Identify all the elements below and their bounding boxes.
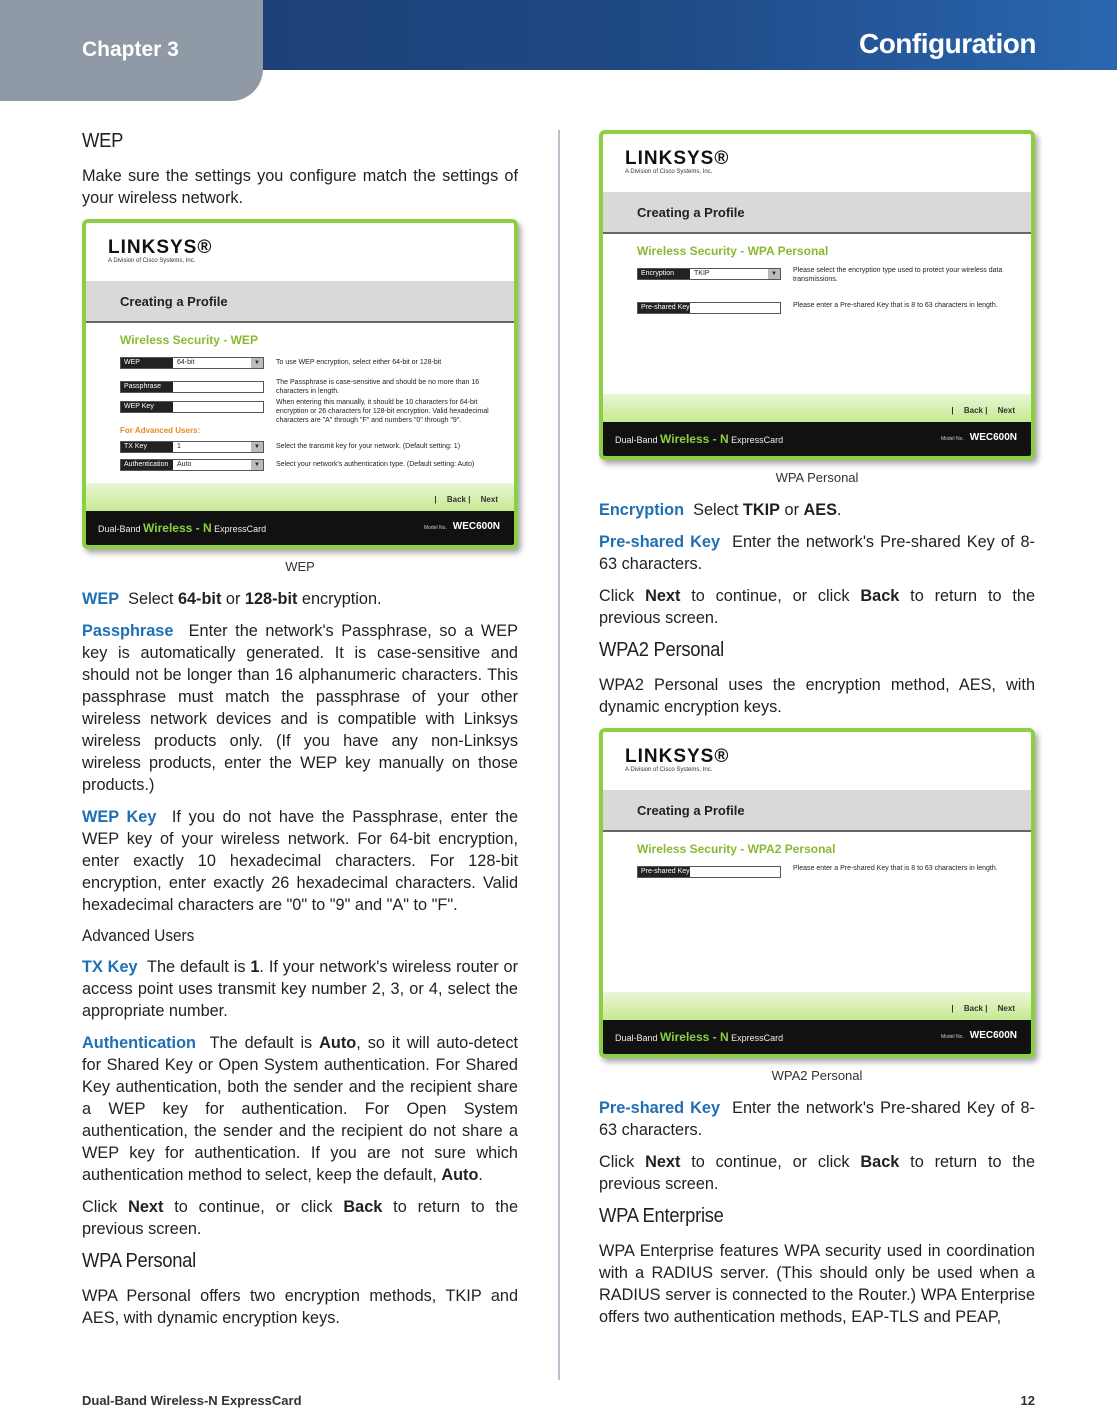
screen-desc: The Passphrase is case-sensitive and should be no more than 16 characters in length. bbox=[276, 379, 480, 395]
screen-desc: Please enter a Pre-shared Key that is 8 to 63 characters in length. bbox=[793, 865, 998, 872]
figure-caption: WPA2 Personal bbox=[771, 1068, 863, 1083]
screen-footer bbox=[603, 1020, 1031, 1054]
field-label: WEP bbox=[121, 358, 173, 368]
field-passphrase bbox=[120, 381, 264, 393]
screen-footer bbox=[86, 511, 514, 545]
intro-paragraph: Make sure the settings you configure match the settings of your wireless network. bbox=[82, 167, 518, 207]
screenshot-wep bbox=[82, 219, 518, 549]
model-number: Model No. WEC600N bbox=[940, 432, 1017, 443]
para-encryption: Encryption Select TKIP or AES. bbox=[599, 501, 842, 519]
heading-advanced-users: Advanced Users bbox=[82, 926, 195, 945]
next-button: Next bbox=[480, 495, 498, 504]
product-name: Dual-Band Wireless - N ExpressCard bbox=[615, 1030, 784, 1044]
para-pre-shared-key: Pre-shared Key Enter the network's Pre-shared Key of 8-63 characters. bbox=[599, 533, 1035, 573]
back-button: Back bbox=[446, 495, 466, 504]
logo-subtitle: A Division of Cisco Systems, Inc. bbox=[625, 169, 713, 175]
field-pre-shared-key bbox=[637, 866, 781, 878]
field-authentication bbox=[120, 459, 264, 471]
field-pre-shared-key bbox=[637, 302, 781, 314]
field-value: 64-bit bbox=[177, 359, 195, 366]
para-passphrase: Passphrase Enter the network's Passphrase, so a WEP key is automatically generated. It is case-sensitive and should not be longer than 16 alphanumeric characters. This passphrase must match the passphrase of your other wireless network devices and is compatible with Linksys wireless products only. (If you have any non-Linksys wireless products, enter the WEP key manually on those products.) bbox=[82, 622, 518, 794]
screen-title: Creating a Profile bbox=[120, 294, 228, 309]
heading-wpa2-personal: WPA2 Personal bbox=[599, 639, 724, 661]
field-label: Authentication bbox=[121, 460, 173, 470]
field-wep bbox=[120, 357, 264, 369]
field-label: WEP Key bbox=[121, 402, 173, 412]
screen-desc: Select your network's authentication type. (Default setting: Auto) bbox=[276, 461, 475, 468]
heading-wpa-enterprise: WPA Enterprise bbox=[599, 1205, 724, 1227]
product-name: Dual-Band Wireless - N ExpressCard bbox=[615, 432, 784, 446]
screenshot-wpa-personal bbox=[599, 130, 1035, 460]
next-button: Next bbox=[997, 1004, 1015, 1013]
dropdown-arrow-icon: ▼ bbox=[251, 460, 263, 470]
field-wep-key bbox=[120, 401, 264, 413]
heading-wep: WEP bbox=[82, 130, 124, 152]
dropdown-arrow-icon: ▼ bbox=[251, 442, 263, 452]
field-value: 1 bbox=[177, 443, 181, 450]
para-wep-key: WEP Key If you do not have the Passphrase, enter the WEP key of your wireless network. For 64-bit encryption, enter exactly 10 hexadecimal characters. For 128-bit encryption, enter exactly 26 hexadecimal characters. Valid hexadecimal characters are "0" to "9" and "A" to "F". bbox=[82, 808, 518, 914]
field-tx-key bbox=[120, 441, 264, 453]
screen-footer bbox=[603, 422, 1031, 456]
screen-desc: Select the transmit key for your network. (Default setting: 1) bbox=[276, 443, 461, 450]
linksys-logo: LINKSYS® bbox=[625, 148, 730, 169]
field-label: TX Key bbox=[121, 442, 173, 452]
para-authentication: Authentication The default is Auto, so it will auto-detect for Shared Key or Open System authentication. For Shared Key authentication, both the sender and the recipient share a WEP key for authentication. For Open System authentication, the sender and the recipient do not share a WEP key for authentication. If you are not sure which authentication method to select, keep the default, Auto. bbox=[82, 1034, 518, 1184]
advanced-users-label: For Advanced Users: bbox=[120, 426, 201, 435]
linksys-logo: LINKSYS® bbox=[625, 746, 730, 767]
screen-desc: Please select the encryption type used to protect your wireless data transmissions. bbox=[793, 267, 1003, 283]
logo-subtitle: A Division of Cisco Systems, Inc. bbox=[625, 767, 713, 773]
field-label: Passphrase bbox=[121, 382, 173, 392]
model-number: Model No. WEC600N bbox=[423, 521, 500, 532]
screen-section-title: Wireless Security - WPA2 Personal bbox=[637, 842, 836, 856]
footer-product: Dual-Band Wireless-N ExpressCard bbox=[82, 1393, 302, 1408]
page-number: 12 bbox=[1020, 1393, 1035, 1408]
screen-nav: | Back | Next bbox=[951, 1004, 1015, 1013]
para-pre-shared-key-2: Pre-shared Key Enter the network's Pre-shared Key of 8-63 characters. bbox=[599, 1099, 1035, 1139]
dropdown-arrow-icon: ▼ bbox=[768, 269, 780, 279]
figure-caption: WPA Personal bbox=[775, 470, 859, 485]
model-number: Model No. WEC600N bbox=[940, 1030, 1017, 1041]
screen-band bbox=[86, 281, 514, 323]
para-tx-key: TX Key The default is 1. If your network's wireless router or access point uses transmit key number 2, 3, or 4, select the appropriate number. bbox=[82, 958, 518, 1020]
header-bar bbox=[0, 0, 1117, 70]
screen-desc: To use WEP encryption, select either 64-bit or 128-bit bbox=[276, 359, 442, 366]
field-label: Pre-shared Key bbox=[638, 303, 690, 313]
heading-wpa-personal: WPA Personal bbox=[82, 1250, 196, 1272]
back-button: Back bbox=[963, 406, 983, 415]
para-wpa-enterprise: WPA Enterprise features WPA security used in coordination with a RADIUS server. (This should only be used when a RADIUS server is connected to the Router.) WPA Enterprise offers two authentication methods, EAP-TLS and PEAP, bbox=[599, 1242, 1035, 1326]
dropdown-arrow-icon: ▼ bbox=[251, 358, 263, 368]
screen-desc: Please enter a Pre-shared Key that is 8 to 63 characters in length. bbox=[793, 302, 998, 309]
screen-band bbox=[603, 192, 1031, 234]
column-divider bbox=[558, 130, 560, 1380]
product-name: Dual-Band Wireless - N ExpressCard bbox=[98, 521, 267, 535]
field-value: Auto bbox=[177, 461, 192, 468]
screen-desc: When entering this manually, it should be 10 characters for 64-bit encryption or 26 characters for 128-bit encryption. Valid hexadecimal characters are "A" through "F" and numbers "0" through "9". bbox=[276, 399, 489, 424]
para-wpa2-personal: WPA2 Personal uses the encryption method, AES, with dynamic encryption keys. bbox=[599, 676, 1035, 716]
back-button: Back bbox=[963, 1004, 983, 1013]
field-value: TKIP bbox=[694, 270, 710, 277]
para-click-next: Click Next to continue, or click Back to return to the previous screen. bbox=[82, 1198, 518, 1238]
field-label: Pre-shared Key bbox=[638, 867, 690, 877]
screen-nav: | Back | Next bbox=[434, 495, 498, 504]
screen-title: Creating a Profile bbox=[637, 205, 745, 220]
chapter-label: Chapter 3 bbox=[82, 38, 179, 61]
field-encryption bbox=[637, 268, 781, 280]
para-wep: WEP Select 64-bit or 128-bit encryption. bbox=[82, 590, 382, 608]
para-click-next-2: Click Next to continue, or click Back to return to the previous screen. bbox=[599, 1153, 1035, 1193]
next-button: Next bbox=[997, 406, 1015, 415]
field-label: Encryption bbox=[638, 269, 690, 279]
screen-band bbox=[603, 790, 1031, 832]
section-title: Configuration bbox=[858, 28, 1036, 59]
screen-section-title: Wireless Security - WEP bbox=[120, 333, 258, 347]
screen-nav: | Back | Next bbox=[951, 406, 1015, 415]
linksys-logo: LINKSYS® bbox=[108, 237, 213, 258]
screenshot-wpa2-personal bbox=[599, 728, 1035, 1058]
screen-section-title: Wireless Security - WPA Personal bbox=[637, 244, 829, 258]
para-wpa-personal: WPA Personal offers two encryption methods, TKIP and AES, with dynamic encryption keys. bbox=[82, 1287, 518, 1327]
logo-subtitle: A Division of Cisco Systems, Inc. bbox=[108, 258, 196, 264]
para-click-next: Click Next to continue, or click Back to return to the previous screen. bbox=[599, 587, 1035, 627]
figure-caption: WEP bbox=[285, 559, 315, 574]
right-column bbox=[599, 130, 1035, 1338]
screen-title: Creating a Profile bbox=[637, 803, 745, 818]
left-column bbox=[82, 120, 518, 1339]
